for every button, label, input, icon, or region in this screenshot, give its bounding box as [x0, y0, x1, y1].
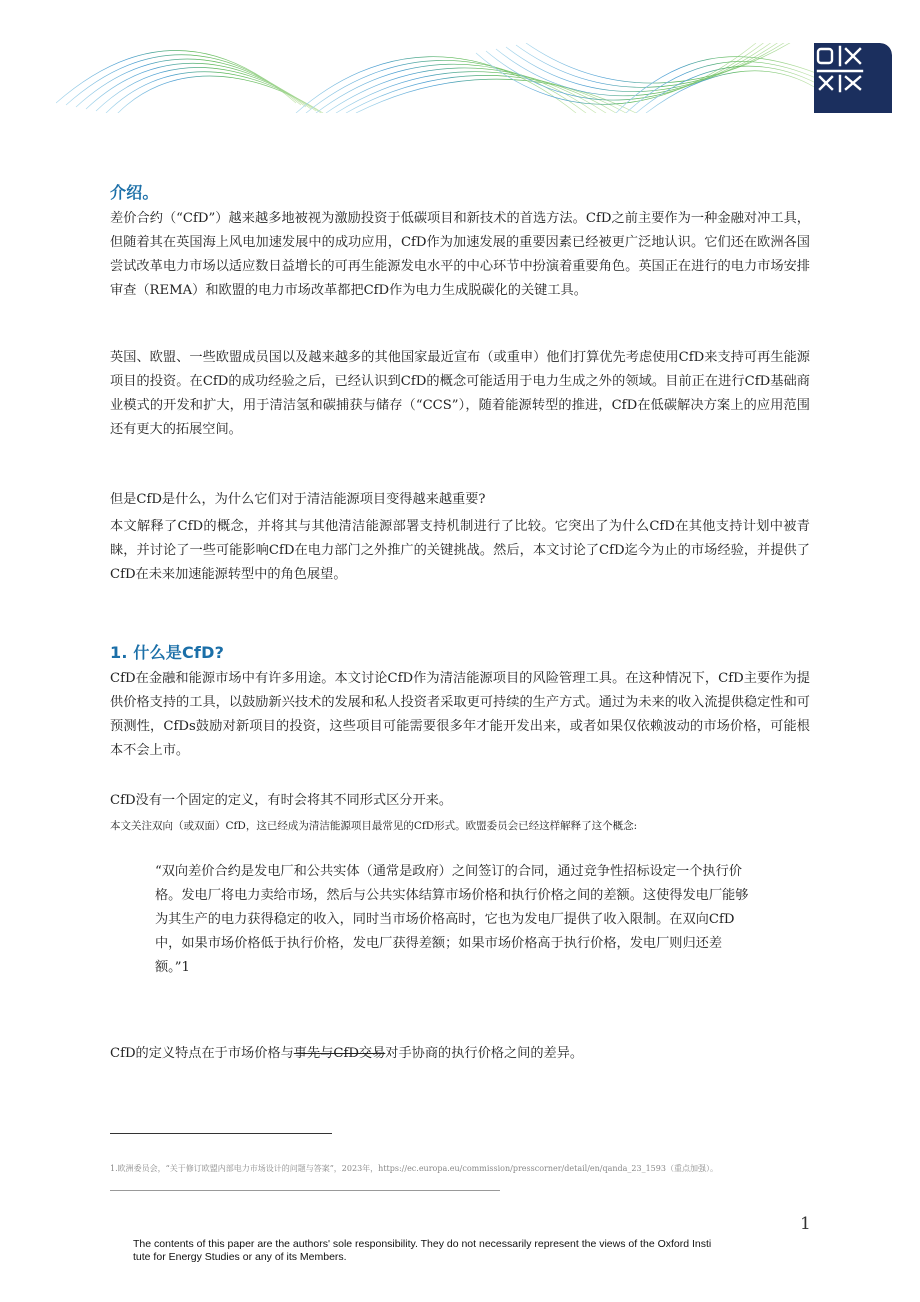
- section-1-paragraph-2-block: [110, 789, 810, 813]
- page-number: 1: [800, 1214, 811, 1234]
- footnote-divider: [110, 1133, 332, 1134]
- what-is-paragraph-3: 本文关注双向（或双面）CfD，这已经成为清洁能源项目最常见的CfD形式。欧盟委员会已经这样解释了这个概念:: [110, 820, 638, 832]
- commission-quote: “双向差价合约是发电厂和公共实体（通常是政府）之间签订的合同，通过竞争性招标设定一个执行价格。发电厂将电力卖给市场，然后与公共实体结算市场价格和执行价格之间的差额。这使得发电厂能够为其生产的电力获得稳定的收入，同时当市场价格高时，它也为发电厂提供了收入限制。在双向CfD中，如果市场价格低于执行价格，发电厂获得差额；如果市场价格高于执行价格，发电厂则归还差额。”1: [155, 864, 749, 975]
- p4-end: 对手协商的执行价格之间的差异。: [385, 1046, 584, 1061]
- intro-question: 但是CfD是什么，为什么它们对于清洁能源项目变得越来越重要?: [110, 492, 486, 507]
- intro-paragraph-1: 差价合约（“CfD”）越来越多地被视为激励投资于低碳项目和新技术的首选方法。CfD之前主要作为一种金融对冲工具，但随着其在英国海上风电加速发展中的成功应用，CfD作为加速发展的重要因素已经被更广泛地认识。它们还在欧洲各国尝试改革电力市场以适应数日益增长的可再生能源发电水平的中心环节中扮演着重要角色。英国正在进行的电力市场安排审查（REMA）和欧盟的电力市场改革都把CfD作为电力生成脱碳化的关键工具。: [110, 211, 810, 298]
- what-is-paragraph-1: CfD在金融和能源市场中有许多用途。本文讨论CfD作为清洁能源项目的风险管理工具。在这种情况下，CfD主要作为提供价格支持的工具，以鼓励新兴技术的发展和私人投资者采取更可持续的生产方式。通过为未来的收入流提供稳定性和可预测性，CfDs鼓励对新项目的投资，这些项目可能需要很多年才能开发出来，或者如果仅依赖波动的市场价格，可能根本不会上市。: [110, 671, 810, 758]
- intro-heading-block: [110, 180, 810, 203]
- footnote-underline: [110, 1190, 500, 1191]
- intro-paragraph-2-block: [110, 346, 810, 442]
- p4-start: CfD的定义特点在于市场价格与: [110, 1046, 294, 1061]
- section-1-paragraph-4-block: [110, 1042, 810, 1066]
- intro-paragraph-2: 英国、欧盟、一些欧盟成员国以及越来越多的其他国家最近宣布（或重申）他们打算优先考虑使用CfD来支持可再生能源项目的投资。在CfD的成功经验之后，已经认识到CfD的概念可能适用于电力生成之外的领域。目前正在进行CfD基础商业模式的开发和扩大，用于清洁氢和碳捕获与储存（“CCS”），随着能源转型的推进，CfD在低碳解决方案上的应用范围还有更大的拓展空间。: [110, 350, 810, 437]
- logo-box: [814, 43, 892, 113]
- wave-pattern: [56, 43, 816, 113]
- section-1-paragraph-1-block: [110, 667, 810, 763]
- disclaimer: The contents of this paper are the authors' sole responsibility. They do not necessarily represent the views of the Oxford Institute for Energy Studies or any of its Members.: [133, 1238, 712, 1263]
- section-heading-what-is: 1. 什么是CfD?: [110, 643, 225, 662]
- oies-logo-icon: [814, 43, 866, 95]
- intro-paragraph-4: 本文解释了CfD的概念，并将其与其他清洁能源部署支持机制进行了比较。它突出了为什么CfD在其他支持计划中被青睐，并讨论了一些可能影响CfD在电力部门之外推广的关键挑战。然后，本文讨论了CfD迄今为止的市场经验，并提供了CfD在未来加速能源转型中的角色展望。: [110, 519, 810, 582]
- intro-paragraph-3-block: [110, 488, 810, 512]
- what-is-paragraph-4: [110, 1042, 810, 1066]
- footnote-1: 1.欧洲委员会，“关于修订欧盟内部电力市场设计的问题与答案”，2023年，https://ec.europa.eu/commission/presscorner/detail/en/qanda_23_1593（重点加强）。: [110, 1164, 718, 1173]
- intro-paragraph-4-block: [110, 515, 810, 587]
- what-is-paragraph-2: CfD没有一个固定的定义，有时会将其不同形式区分开来。: [110, 793, 453, 808]
- section-heading-intro: 介绍。: [110, 183, 159, 202]
- section-1-heading-block: [110, 640, 810, 663]
- p4-strikethrough: 事先与CfD交易: [293, 1046, 386, 1061]
- header-banner: [56, 43, 892, 113]
- section-1-paragraph-3-block: [110, 817, 810, 835]
- intro-paragraph-1-block: [110, 207, 810, 303]
- quote-block: [155, 860, 755, 980]
